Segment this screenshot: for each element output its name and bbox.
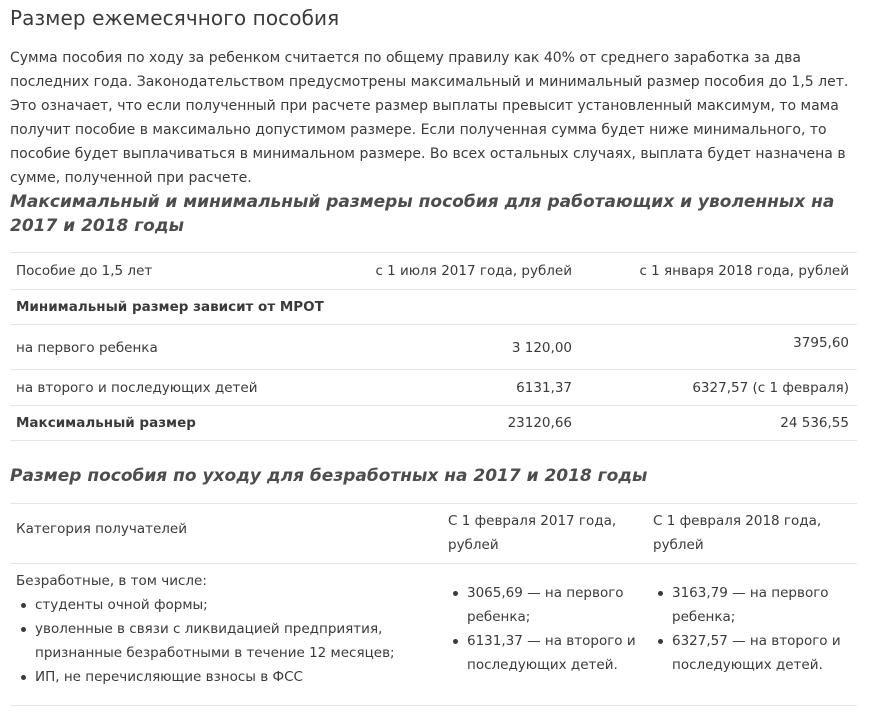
header-2018: с 1 января 2018 года, рублей <box>639 263 849 279</box>
row-value-2017: 6131,37 <box>516 379 572 396</box>
category-list <box>16 593 436 689</box>
category-cell <box>10 564 442 706</box>
row-label: на первого ребенка <box>16 340 158 356</box>
header-2017-line2: рублей <box>448 537 499 553</box>
table-row <box>10 325 857 370</box>
table-header-row <box>10 253 857 290</box>
list-item: уволенные в связи с ликвидацией предприятия, признанные безработными в течение 12 месяцев; <box>16 617 436 665</box>
page-title: Размер ежемесячного пособия <box>10 6 340 30</box>
intro-paragraph: Сумма пособия по ходу за ребенком считается по общему правилу как 40% от среднего заработка за два последних года. Законодательством предусмотрены максимальный и минимальный размер пособия до 1,5 лет. Это означает, что если полученный при расчете размер выплаты превысит установленный максимум, то мама получит пособие в максимально допустимом размере. Если полученная сумма будет ниже минимального, то пособие будет выплачиваться в минимальном размере. Во всех остальных случаях, выплата будет назначена в сумме, полученной при расчете. <box>10 50 849 186</box>
header-2017-line1: С 1 февраля 2017 года, <box>448 513 617 529</box>
header-benefit: Пособие до 1,5 лет <box>16 263 153 279</box>
max-value-2017: 23120,66 <box>507 415 572 431</box>
unemployed-benefit-table <box>10 503 857 706</box>
row-label: на второго и последующих детей <box>16 379 258 396</box>
max-value-2018: 24 536,55 <box>780 415 849 431</box>
list-item: 6327,57 — на второго и последующих детей. <box>653 629 851 677</box>
row-value-2017: 3 120,00 <box>511 340 572 356</box>
table-row <box>10 406 857 441</box>
list-item: 3065,69 — на первого ребенка; <box>448 581 641 629</box>
category-intro: Безработные, в том числе: <box>16 573 207 589</box>
table1-heading: Максимальный и минимальный размеры пособия для работающих и уволенных на 2017 и 2018 годы <box>10 192 835 236</box>
list-item: ИП, не перечисляющие взносы в ФСС <box>16 665 436 689</box>
header-2018-line2: рублей <box>653 537 704 553</box>
max-row-label: Максимальный размер <box>16 415 196 431</box>
row-value-2018: 3795,60 <box>793 335 849 351</box>
list-item: 3163,79 — на первого ребенка; <box>653 581 851 629</box>
header-category: Категория получателей <box>16 521 187 537</box>
list-item: 6131,37 — на второго и последующих детей. <box>448 629 641 677</box>
values-2018-list <box>653 581 851 677</box>
header-2018-line1: С 1 февраля 2018 года, <box>653 513 822 529</box>
table-header-row <box>10 504 857 564</box>
values-2017-cell <box>442 564 647 706</box>
min-section-label: Минимальный размер зависит от МРОТ <box>16 299 324 315</box>
header-2018 <box>647 504 857 564</box>
benefit-limits-table <box>10 252 857 441</box>
table-section-row <box>10 290 857 325</box>
table-row <box>10 370 857 406</box>
values-2017-list <box>448 581 641 677</box>
table-row <box>10 564 857 706</box>
list-item: студенты очной формы; <box>16 593 436 617</box>
table2-heading: Размер пособия по уходу для безработных на 2017 и 2018 годы <box>10 466 648 486</box>
header-2017 <box>442 504 647 564</box>
header-2017: с 1 июля 2017 года, рублей <box>375 263 572 279</box>
row-value-2018: 6327,57 (с 1 февраля) <box>692 379 849 396</box>
values-2018-cell <box>647 564 857 706</box>
